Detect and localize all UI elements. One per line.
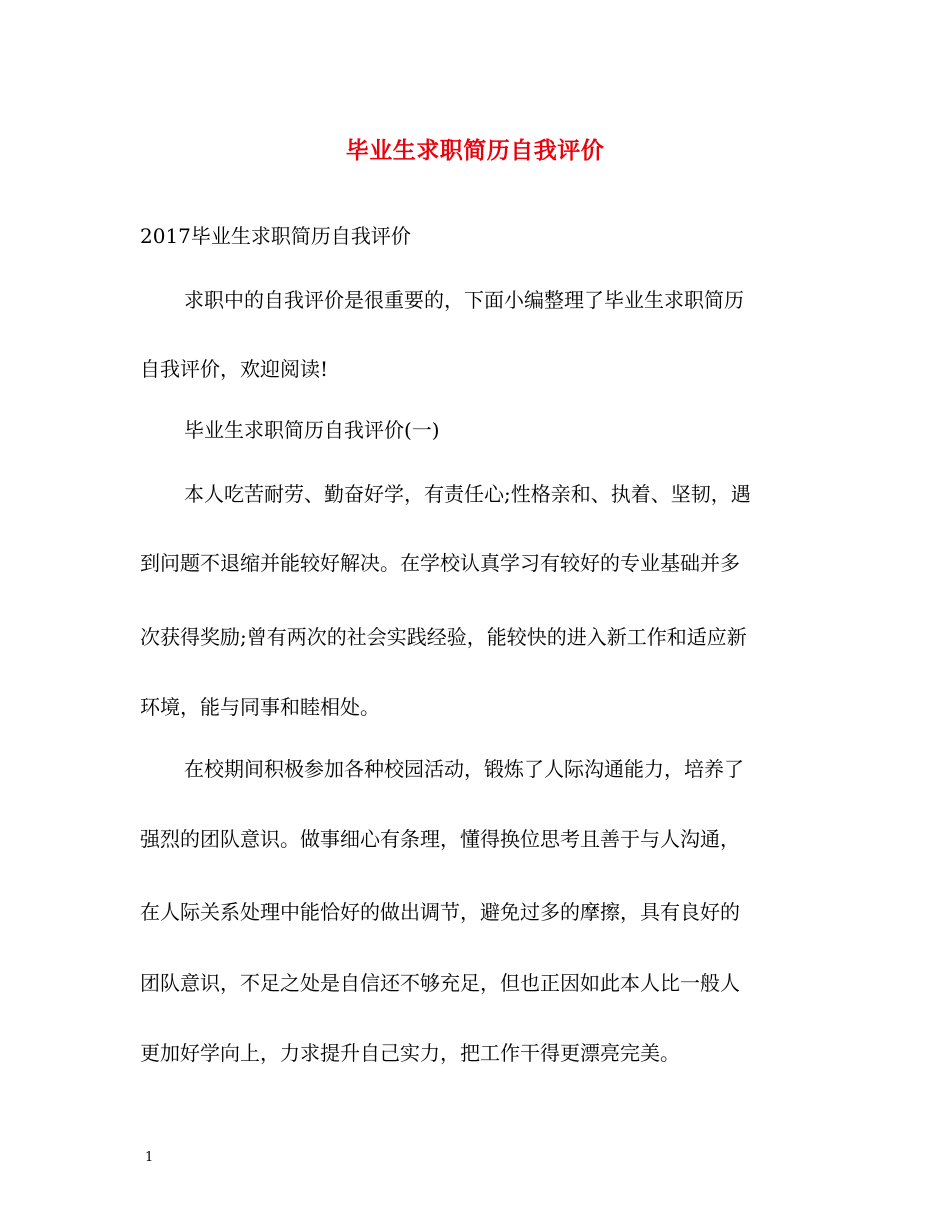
paragraph-2-line-2: 到问题不退缩并能较好解决。在学校认真学习有较好的专业基础并多 <box>140 551 740 575</box>
paragraph-2-line-1: 本人吃苦耐劳、勤奋好学，有责任心;性格亲和、执着、坚韧，遇 <box>184 482 751 506</box>
section-heading: 毕业生求职简历自我评价(一) <box>184 418 440 442</box>
paragraph-3-line-2: 强烈的团队意识。做事细心有条理，懂得换位思考且善于与人沟通， <box>140 827 740 851</box>
paragraph-1-line-1: 求职中的自我评价是很重要的，下面小编整理了毕业生求职简历 <box>184 288 744 312</box>
paragraph-1-line-2: 自我评价，欢迎阅读! <box>140 357 329 381</box>
subtitle-line: 2017毕业生求职简历自我评价 <box>140 224 411 248</box>
paragraph-3-line-3: 在人际关系处理中能恰好的做出调节，避免过多的摩擦，具有良好的 <box>140 900 740 924</box>
paragraph-3-line-4: 团队意识，不足之处是自信还不够充足，但也正因如此本人比一般人 <box>140 971 740 995</box>
paragraph-3-line-1: 在校期间积极参加各种校园活动，锻炼了人际沟通能力，培养了 <box>184 757 744 781</box>
document-title: 毕业生求职简历自我评价 <box>345 137 605 164</box>
paragraph-3-line-5: 更加好学向上，力求提升自己实力，把工作干得更漂亮完美。 <box>140 1041 680 1065</box>
paragraph-2-line-3: 次获得奖励;曾有两次的社会实践经验，能较快的进入新工作和适应新 <box>140 625 747 649</box>
paragraph-2-line-4: 环境，能与同事和睦相处。 <box>140 695 380 719</box>
page-number: 1 <box>145 1150 154 1165</box>
